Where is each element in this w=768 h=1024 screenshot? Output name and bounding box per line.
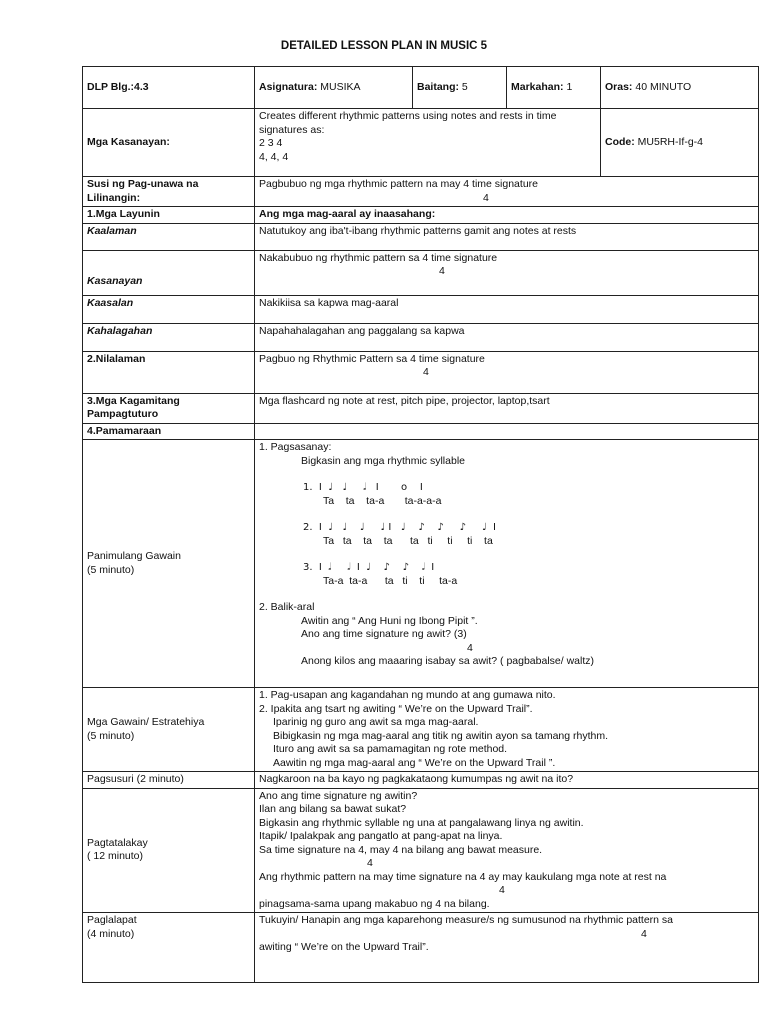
gawain-label: Mga Gawain/ Estratehiya (5 minuto)	[83, 688, 255, 772]
kaasalan-text: Nakikiisa sa kapwa mag-aaral	[255, 295, 759, 323]
layunin-label: 1.Mga Layunin	[83, 207, 255, 224]
rhythm-pattern-1: 1. I ♩ ♩ 𝅗𝅥 I o I	[303, 482, 423, 493]
pagsusuri-label: Pagsusuri (2 minuto)	[83, 772, 255, 789]
kagamitan-text: Mga flashcard ng note at rest, pitch pipe, projector, laptop,tsart	[255, 393, 759, 423]
code-cell: Code: MU5RH-If-g-4	[601, 109, 759, 177]
paglalapat-label: Paglalapat (4 minuto)	[83, 913, 255, 983]
kaalaman-text: Natutukoy ang iba't-ibang rhythmic patterns gamit ang notes at rests	[255, 223, 759, 250]
layunin-text: Ang mga mag-aaral ay inaasahang:	[255, 207, 759, 224]
kasanayan-label: Mga Kasanayan:	[83, 109, 255, 177]
gawain-content: 1. Pag-usapan ang kagandahan ng mundo at ang gumawa nito. 2. Ipakita ang tsart ng awiting “ We’re on the Upward Trail”. Iparinig ng guro ang awit sa mga mag-aaral. Bibigkasin ng mga mag-aaral ang titik ng awitin ayon sa tamang rhythm. Ituro ang awit sa sa pamamagitan ng rote method. Aawitin ng mga mag-aaral ang “ We’re on the Upward Trail ”.	[255, 688, 759, 772]
pagsusuri-row	[83, 772, 759, 789]
kasanayan-obj-text: Nakabubuo ng rhythmic pattern sa 4 time signature 4	[255, 250, 759, 295]
document-title: DETAILED LESSON PLAN IN MUSIC 5	[280, 40, 488, 52]
layunin-row	[83, 207, 759, 224]
kasanayan-text: Creates different rhythmic patterns using notes and rests in time signatures as: 2 3 4 4, 4, 4	[255, 109, 601, 177]
kasanayan-row	[83, 109, 759, 177]
kahalagahan-row	[83, 323, 759, 351]
panimula-content: 1. Pagsasanay: Bigkasin ang mga rhythmic syllable 1. I ♩ ♩ 𝅗𝅥 I o I Ta ta ta-a ta-a-a-a 2. I ♩ ♩ ♩ ♩ I ♩ ♪ ♪ ♪ ♩ I Ta ta ta ta ta ti ti ti ta 3. I 𝅗𝅥 𝅗𝅥 I ♩ ♪ ♪ 𝅗𝅥 I Ta-a ta-a ta ti ti ta-a 2. Balik-aral Awitin ang “ Ang Huni ng Ibong Pipit ”. Ano ang time signature ng awit? (3) 4 Anong kilos ang maaaring isabay sa awit? ( pagbabalse/ waltz)	[255, 440, 759, 688]
pagsusuri-text: Nagkaroon na ba kayo ng pagkakataong kumumpas ng awit na ito?	[255, 772, 759, 789]
kasanayan-obj-row	[83, 250, 759, 295]
lesson-plan-table	[82, 66, 759, 983]
paglalapat-row	[83, 913, 759, 983]
pagtatalakay-content: Ano ang time signature ng awitin? Ilan ang bilang sa bawat sukat? Bigkasin ang rhythmic syllable ng una at pangalawang linya ng awitin. Itapik/ Ipalakpak ang pangatlo at pang-apat na linya. Sa time signature na 4, may 4 na bilang ang bawat measure. 4 Ang rhythmic pattern na may time signature na 4 ay may kaukulang mga note at rest na 4 pinagsama-sama upang makabuo ng 4 na bilang.	[255, 788, 759, 913]
paglalapat-content: Tukuyin/ Hanapin ang mga kaparehong measure/s ng sumusunod na rhythmic pattern sa 4 awiting “ We’re on the Upward Trail”.	[255, 913, 759, 983]
kaasalan-row	[83, 295, 759, 323]
susi-text: Pagbubuo ng mga rhythmic pattern na may 4 time signature 4	[255, 177, 759, 207]
kaalaman-row	[83, 223, 759, 250]
nilalaman-row	[83, 351, 759, 393]
pamamaraan-label: 4.Pamamaraan	[83, 423, 255, 440]
rhythm-pattern-2: 2. I ♩ ♩ ♩ ♩ I ♩ ♪ ♪ ♪ ♩ I	[303, 522, 496, 533]
kaalaman-label: Kaalaman	[83, 223, 255, 250]
panimula-label: Panimulang Gawain (5 minuto)	[83, 440, 255, 688]
pamamaraan-row	[83, 423, 759, 440]
kagamitan-label: 3.Mga Kagamitang Pampagtuturo	[83, 393, 255, 423]
header-row	[83, 67, 759, 109]
susi-label: Susi ng Pag-unawa na Lilinangin:	[83, 177, 255, 207]
kagamitan-row	[83, 393, 759, 423]
panimula-row	[83, 440, 759, 688]
pagtatalakay-label: Pagtatalakay ( 12 minuto)	[83, 788, 255, 913]
kahalagahan-label: Kahalagahan	[83, 323, 255, 351]
nilalaman-text: Pagbuo ng Rhythmic Pattern sa 4 time signature 4	[255, 351, 759, 393]
dlp-cell: DLP Blg.:4.3	[83, 67, 255, 109]
baitang-cell: Baitang: 5	[413, 67, 507, 109]
nilalaman-label: 2.Nilalaman	[83, 351, 255, 393]
oras-cell: Oras: 40 MINUTO	[601, 67, 759, 109]
markahan-cell: Markahan: 1	[507, 67, 601, 109]
gawain-row	[83, 688, 759, 772]
pagtatalakay-row	[83, 788, 759, 913]
rhythm-pattern-3: 3. I 𝅗𝅥 𝅗𝅥 I ♩ ♪ ♪ 𝅗𝅥 I	[303, 562, 435, 573]
asignatura-cell: Asignatura: MUSIKA	[255, 67, 413, 109]
kahalagahan-text: Napahahalagahan ang paggalang sa kapwa	[255, 323, 759, 351]
susi-row	[83, 177, 759, 207]
kaasalan-label: Kaasalan	[83, 295, 255, 323]
kasanayan-obj-label: Kasanayan	[83, 250, 255, 295]
